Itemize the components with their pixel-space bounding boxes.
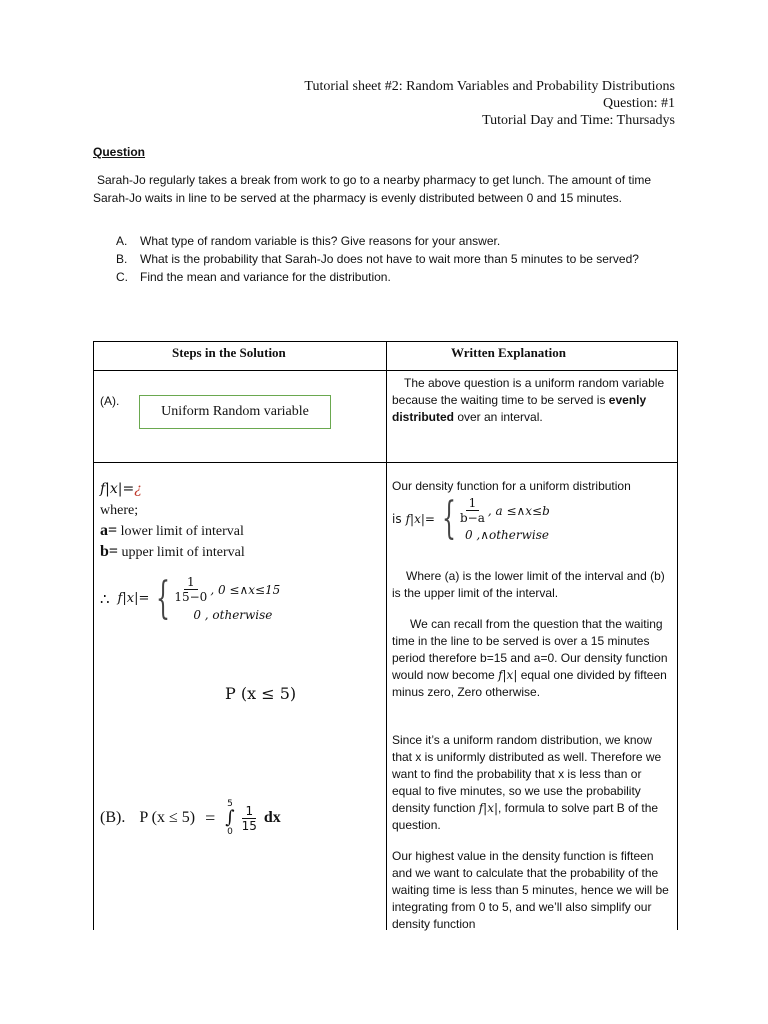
sheet-title: Tutorial sheet #2: Random Variables and Probability Distributions: [304, 79, 675, 94]
explanation-recall: We can recall from the question that the waiting time in the line to be served is over a 15 minutes period therefore b=15 and a=0. Our density function would now become f|x| equal one divided by fifteen minus zero, Zero otherwise.: [392, 617, 668, 699]
list-item: B. What is the probability that Sarah-Jo does not have to wait more than 5 minutes to be served?: [116, 252, 639, 266]
part-a-label: (A).: [100, 394, 120, 408]
solution-table: [93, 341, 678, 930]
question-number: Question: #1: [603, 96, 675, 111]
question-list: [116, 233, 676, 287]
part-a-answer-box: [139, 395, 331, 429]
document-header: [304, 78, 675, 129]
explanation-integration: Our highest value in the density function is fifteen and we want to calculate that the probability of the waiting time is less than 5 minutes, hence we will be integrating from 0 to 5, and we’ll also simplify our density function: [392, 849, 669, 931]
column-header-explanation: Written Explanation: [451, 345, 566, 360]
part-a-explanation: The above question is a uniform random variable because the waiting time to be served is evenly distributed over an interval.: [392, 376, 665, 424]
tutorial-day-time: Tutorial Day and Time: Thursadys: [482, 113, 675, 128]
question-intro: Sarah-Jo regularly takes a break from work to go to a nearby pharmacy to get lunch. The amount of time Sarah-Jo waits in line to be served at the pharmacy is evenly distributed between 0 and 15 minutes.: [93, 173, 652, 205]
part-b-integral: (B). P (x ≤ 5) = 5 ∫ 0 $\frac{1}{15}$ dx: [100, 799, 281, 837]
column-header-steps: Steps in the Solution: [172, 345, 286, 360]
density-function-specific: ∴ f|x|= { $\frac{1}{15-0}$ , 0 ≤∧x≤15 0 , otherwise: [100, 572, 281, 624]
probability-statement: P (x ≤ 5): [225, 684, 297, 703]
explanation-uniform: Since it’s a uniform random distribution, we know that x is uniformly distributed as well. Therefore we want to find the probability that x is less than or equal to five minutes, so we use the probability density function f|x|, formula to solve part B of the question.: [392, 733, 662, 832]
column-divider: [386, 342, 387, 930]
explanation-density-intro: Our density function for a uniform distribution: [392, 479, 631, 493]
list-item: C. Find the mean and variance for the distribution.: [116, 270, 391, 284]
row-divider: [94, 462, 677, 463]
explanation-density-formula: is f|x|= { $\frac{1}{b-a}$ , a ≤∧x≤b 0 ,∧otherwise: [392, 493, 550, 544]
list-item: A. What type of random variable is this? Give reasons for your answer.: [116, 234, 501, 248]
question-heading: Question: [93, 145, 146, 159]
row-divider: [94, 370, 677, 371]
explanation-interval-limits: Where (a) is the lower limit of the interval and (b) is the upper limit of the interval.: [392, 569, 665, 600]
part-a-answer: Uniform Random variable: [161, 404, 309, 419]
definitions: where; a= lower limit of interval b= upper limit of interval: [100, 503, 245, 560]
density-function-generic: f|x|=¿: [100, 481, 142, 497]
